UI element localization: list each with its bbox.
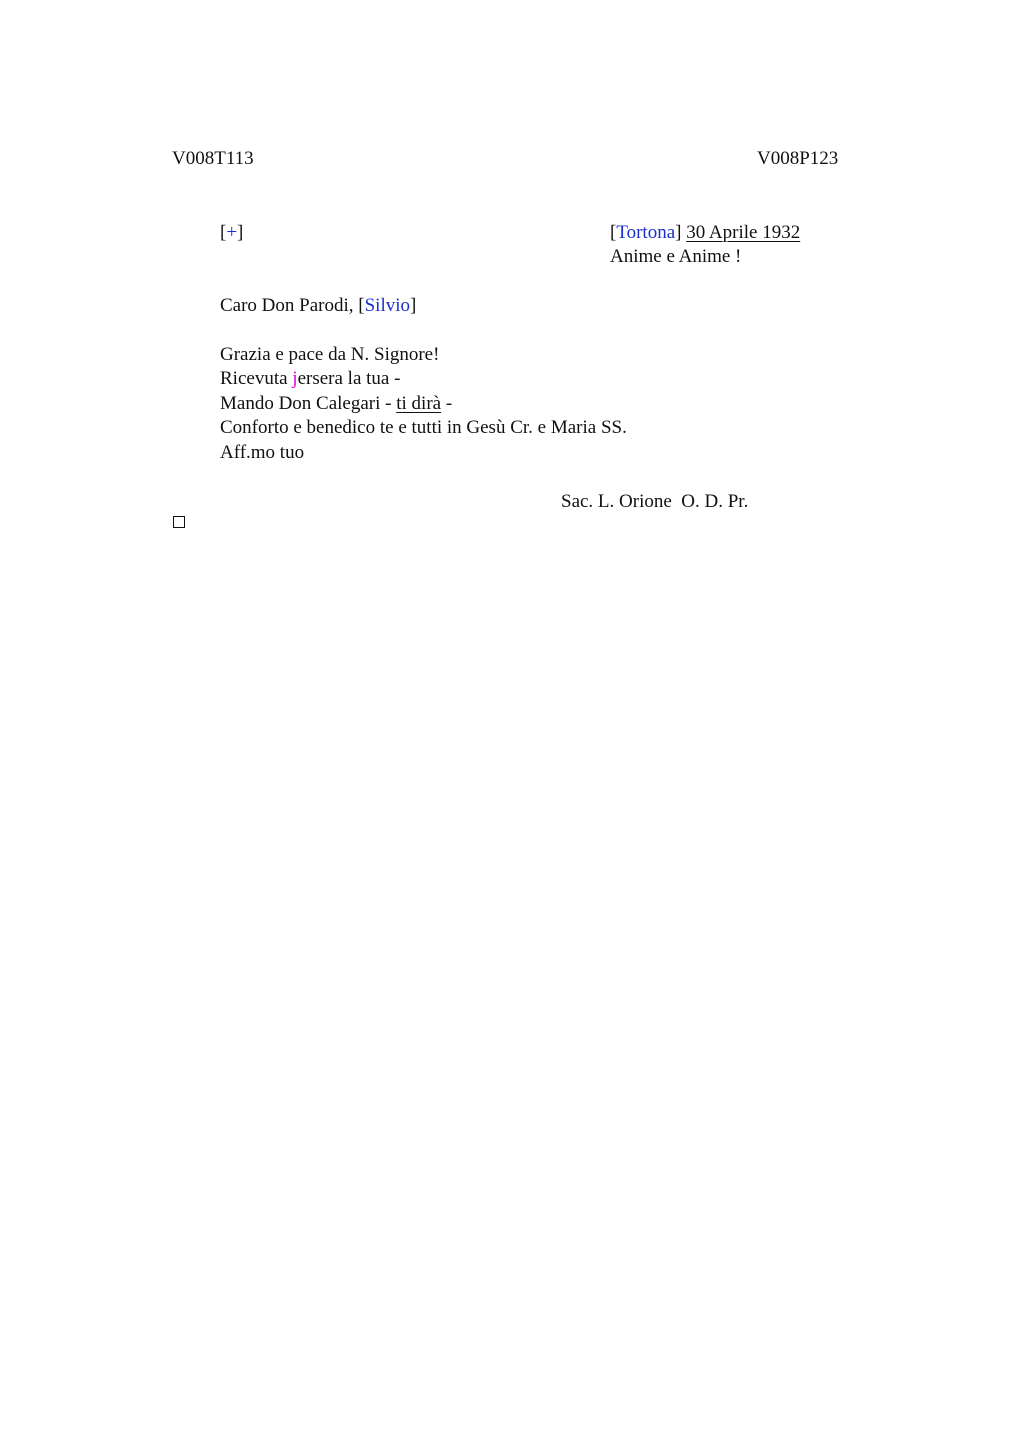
body-line-1: Grazia e pace da N. Signore! [220, 344, 440, 365]
body-line-2 [220, 369, 400, 388]
line2-highlight: j [292, 368, 298, 389]
line2-after: ersera la tua - [297, 368, 401, 389]
letter-date: 30 Aprile 1932 [686, 222, 801, 243]
place-name: Tortona [616, 222, 676, 243]
closing: Aff.mo tuo [220, 442, 305, 463]
motto: Anime e Anime ! [610, 246, 742, 267]
body-line-4: Conforto e benedico te e tutti in Gesù Cr. e Maria SS. [220, 417, 627, 438]
bracket-open: [ [220, 222, 227, 243]
bracket-close: ] [675, 222, 682, 243]
bracket-open: [ [358, 295, 365, 316]
body-line-3 [220, 394, 452, 413]
salutation [220, 296, 416, 315]
page-code-right: V008P123 [757, 148, 839, 169]
bracket-open: [ [610, 222, 617, 243]
bracket-close: ] [410, 295, 417, 316]
cross-symbol: + [226, 222, 238, 243]
line3-after: - [441, 393, 453, 414]
line3-underlined: ti dirà [396, 393, 442, 414]
cross-mark [220, 223, 243, 242]
place-date [610, 223, 800, 242]
salutation-text: Caro Don Parodi, [220, 295, 359, 316]
bracket-close: ] [237, 222, 244, 243]
recipient-first-name: Silvio [364, 295, 410, 316]
signature: Sac. L. Orione O. D. Pr. [561, 491, 749, 512]
end-marker-box [173, 516, 185, 528]
line3-before: Mando Don Calegari - [220, 393, 397, 414]
line2-before: Ricevuta [220, 368, 293, 389]
document-code-left: V008T113 [172, 148, 254, 169]
